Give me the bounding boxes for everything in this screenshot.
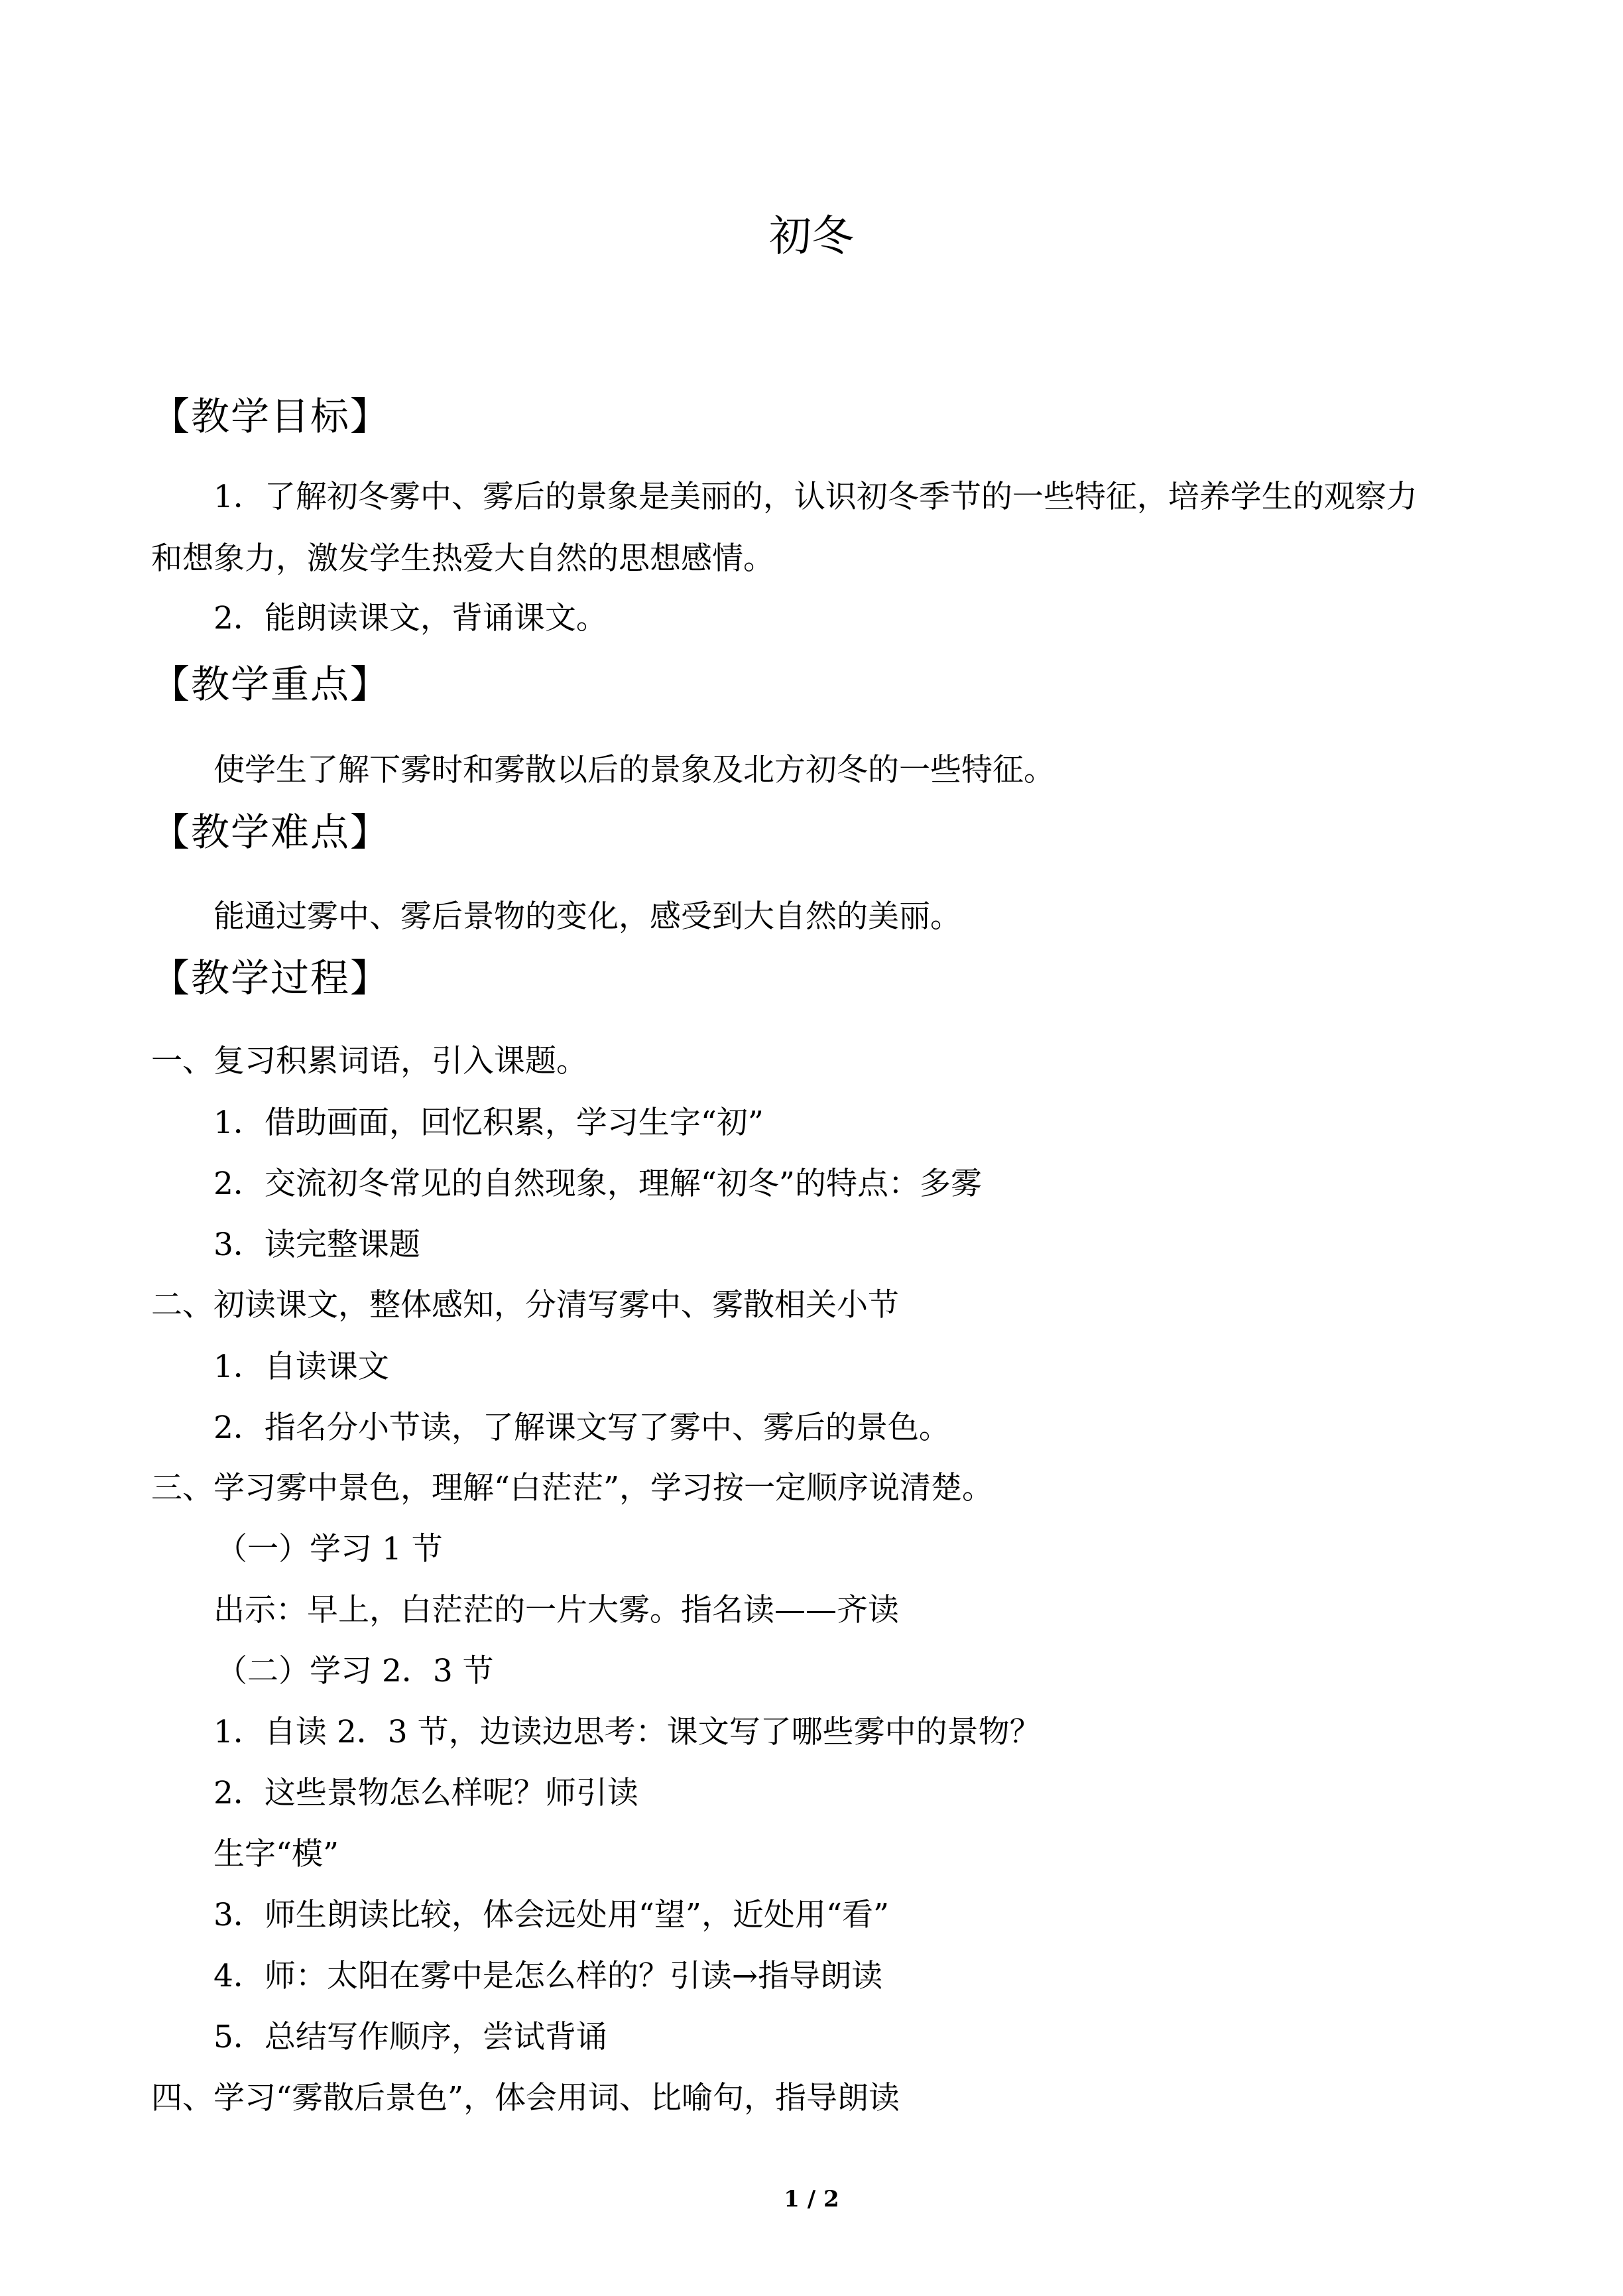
- process-line: 2．指名分小节读，了解课文写了雾中、雾后的景色。: [213, 1410, 950, 1446]
- section-heading-goals: 【教学目标】: [151, 394, 391, 439]
- process-line: 1．自读 2．3 节，边读边思考：课文写了哪些雾中的景物？: [213, 1714, 1041, 1750]
- goals-line: 和想象力，激发学生热爱大自然的思想感情。: [151, 540, 774, 577]
- process-line: 5．总结写作顺序，尝试背诵: [213, 2019, 607, 2055]
- process-line: 4．师：太阳在雾中是怎么样的？引读→指导朗读: [213, 1958, 883, 1994]
- process-line: 1．借助画面，回忆积累，学习生字“初”: [213, 1105, 764, 1141]
- process-line: 2．交流初冬常见的自然现象，理解“初冬”的特点：多雾: [213, 1166, 982, 1202]
- section-heading-key-points: 【教学重点】: [151, 662, 391, 707]
- process-line: 1．自读课文: [213, 1349, 389, 1385]
- page-number: 1 / 2: [784, 2186, 839, 2212]
- process-line: 二、初读课文，整体感知，分清写雾中、雾散相关小节: [151, 1287, 899, 1323]
- process-line: 3．读完整课题: [213, 1227, 420, 1263]
- process-line: 出示：早上，白茫茫的一片大雾。指名读——齐读: [213, 1592, 899, 1628]
- process-line: 一、复习积累词语，引入课题。: [151, 1043, 587, 1079]
- process-line: 四、学习“雾散后景色”，体会用词、比喻句，指导朗读: [151, 2080, 900, 2116]
- process-line: 3．师生朗读比较，体会远处用“望”，近处用“看”: [213, 1897, 890, 1933]
- process-line: （二）学习 2．3 节: [216, 1653, 494, 1689]
- key-points-line: 使学生了解下雾时和雾散以后的景象及北方初冬的一些特征。: [213, 752, 1055, 788]
- section-heading-difficulties: 【教学难点】: [151, 810, 391, 855]
- goals-line: 2．能朗读课文，背诵课文。: [213, 600, 607, 636]
- process-line: （一）学习 1 节: [216, 1531, 443, 1567]
- document-title: 初冬: [769, 212, 854, 261]
- process-line: 生字“模”: [213, 1836, 339, 1872]
- process-line: 三、学习雾中景色，理解“白茫茫”，学习按一定顺序说清楚。: [151, 1470, 994, 1506]
- process-line: 2．这些景物怎么样呢？师引读: [213, 1775, 638, 1811]
- goals-line: 1．了解初冬雾中、雾后的景象是美丽的，认识初冬季节的一些特征，培养学生的观察力: [213, 479, 1417, 515]
- section-heading-process: 【教学过程】: [151, 955, 391, 1000]
- difficulties-line: 能通过雾中、雾后景物的变化，感受到大自然的美丽。: [213, 898, 961, 935]
